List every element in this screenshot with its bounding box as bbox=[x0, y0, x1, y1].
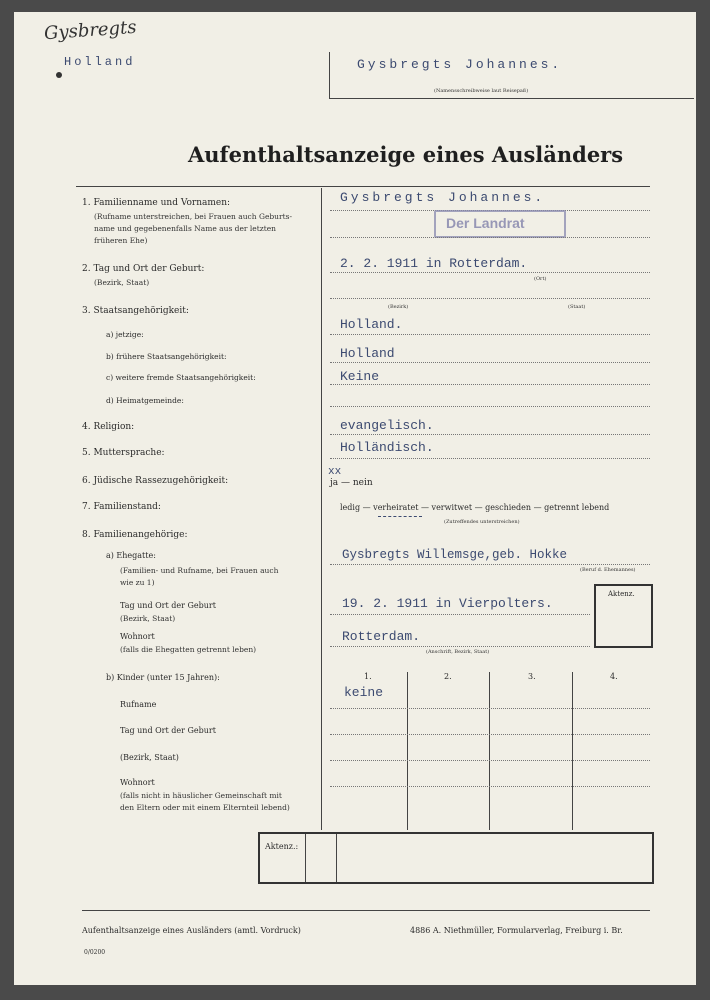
q7-options: ledig — verheiratet — verwitwet — geschieden — getrennt lebend bbox=[340, 503, 610, 512]
header-country: Holland bbox=[64, 55, 136, 69]
bottom-box-divider-1 bbox=[305, 834, 306, 882]
q2-caption-ort: (Ort) bbox=[534, 276, 547, 282]
q1-label: 1. Familienname und Vornamen: bbox=[82, 198, 231, 208]
q8a-value: Gysbregts Willemsge,geb. Hokke bbox=[342, 548, 568, 562]
handwritten-name: Gysbregts bbox=[43, 16, 138, 45]
q2-line1 bbox=[330, 272, 650, 273]
footer-rule bbox=[82, 910, 650, 911]
q5-label: 5. Muttersprache: bbox=[82, 448, 165, 458]
child-col-3: 3. bbox=[528, 672, 536, 681]
q3d-line bbox=[330, 406, 650, 407]
child-col-2: 2. bbox=[444, 672, 452, 681]
q3a-line bbox=[330, 334, 650, 335]
q2-value: 2. 2. 1911 in Rotterdam. bbox=[340, 256, 528, 271]
q3b-value: Holland bbox=[340, 346, 395, 361]
bottom-aktenz-box bbox=[258, 832, 654, 884]
q3a-label: a) jetzige: bbox=[106, 330, 144, 339]
q8a-birth-value: 19. 2. 1911 in Vierpolters. bbox=[342, 596, 553, 611]
q5-line bbox=[330, 458, 650, 459]
q2-line2 bbox=[330, 298, 650, 299]
q1-line2 bbox=[330, 237, 650, 238]
q3c-label: c) weitere fremde Staatsangehörigkeit: bbox=[106, 373, 256, 382]
q5-value: Holländisch. bbox=[340, 440, 434, 455]
q3b-label: b) frühere Staatsangehörigkeit: bbox=[106, 352, 227, 361]
header-typed-name: Gysbregts Johannes. bbox=[357, 57, 563, 72]
q8a-note2: wie zu 1) bbox=[120, 578, 155, 587]
q3d-label: d) Heimatgemeinde: bbox=[106, 396, 184, 405]
q6-xx-mark: xx bbox=[328, 466, 342, 478]
child-row-line-2 bbox=[330, 734, 650, 735]
q8a-res-note: (falls die Ehegatten getrennt leben) bbox=[120, 645, 257, 654]
q2-label: 2. Tag und Ort der Geburt: bbox=[82, 264, 205, 274]
q4-line bbox=[330, 434, 650, 435]
q8b-wohnort: Wohnort bbox=[120, 778, 155, 787]
page-title: Aufenthaltsanzeige eines Ausländers bbox=[188, 142, 624, 167]
q8b-label: b) Kinder (unter 15 Jahren): bbox=[106, 673, 220, 682]
child-row-line-3 bbox=[330, 760, 650, 761]
q8a-res-caption: (Anschrift, Bezirk, Staat) bbox=[426, 649, 490, 655]
q1-note1: (Rufname unterstreichen, bei Frauen auch Geburts- bbox=[94, 212, 292, 221]
q8b-note1: (falls nicht in häuslicher Gemeinschaft mit bbox=[120, 791, 282, 800]
header-name-caption: (Namensschreibweise laut Reisepaß) bbox=[434, 88, 529, 94]
footer-code: 0/0200 bbox=[84, 949, 106, 956]
q2-note: (Bezirk, Staat) bbox=[94, 278, 150, 287]
aktenz-box-label: Aktenz. bbox=[608, 590, 635, 598]
header-box-left bbox=[329, 52, 330, 98]
q1-note2: name und gegebenenfalls Name aus der letzten bbox=[94, 224, 276, 233]
q3b-line bbox=[330, 362, 650, 363]
q3c-line bbox=[330, 384, 650, 385]
title-rule bbox=[76, 186, 650, 187]
q3a-value: Holland. bbox=[340, 317, 403, 332]
children-value: keine bbox=[344, 685, 384, 700]
q4-label: 4. Religion: bbox=[82, 422, 135, 432]
form-sheet bbox=[14, 12, 696, 985]
header-box-bottom bbox=[329, 98, 694, 99]
child-divider-1 bbox=[407, 672, 408, 830]
q8a-note1: (Familien- und Rufname, bei Frauen auch bbox=[120, 566, 279, 575]
official-stamp bbox=[434, 210, 566, 238]
child-row-line-4 bbox=[330, 786, 650, 787]
q8b-birth: Tag und Ort der Geburt bbox=[120, 726, 216, 735]
q6-options: ja — nein bbox=[330, 478, 373, 488]
q8b-note2: den Eltern oder mit einem Elternteil lebend) bbox=[120, 803, 290, 812]
q8a-res-label: Wohnort bbox=[120, 632, 155, 641]
child-col-4: 4. bbox=[610, 672, 618, 681]
q8a-res-line bbox=[330, 646, 590, 647]
q8a-birth-note: (Bezirk, Staat) bbox=[120, 614, 176, 623]
stamp-text: Der Landrat bbox=[446, 215, 525, 231]
q4-value: evangelisch. bbox=[340, 418, 434, 433]
q3-label: 3. Staatsangehörigkeit: bbox=[82, 306, 189, 316]
q8a-birth-label: Tag und Ort der Geburt bbox=[120, 601, 216, 610]
q8b-rufname: Rufname bbox=[120, 700, 157, 709]
q8a-label: a) Ehegatte: bbox=[106, 551, 156, 560]
child-divider-2 bbox=[489, 672, 490, 830]
bottom-aktenz-label: Aktenz.: bbox=[265, 842, 299, 851]
q8a-birth-line bbox=[330, 614, 590, 615]
q8a-line bbox=[330, 564, 650, 565]
q6-label: 6. Jüdische Rassezugehörigkeit: bbox=[82, 476, 229, 486]
q7-label: 7. Familienstand: bbox=[82, 502, 161, 512]
q3c-value: Keine bbox=[340, 369, 380, 384]
bullet-dot bbox=[56, 72, 62, 78]
footer-left: Aufenthaltsanzeige eines Ausländers (amtl. Vordruck) bbox=[82, 926, 301, 935]
q7-caption: (Zutreffendes unterstreichen) bbox=[444, 519, 520, 525]
q8a-caption: (Beruf d. Ehemannes) bbox=[580, 567, 636, 573]
q8b-bezirk: (Bezirk, Staat) bbox=[120, 753, 179, 762]
bottom-box-divider-2 bbox=[336, 834, 337, 882]
child-col-1: 1. bbox=[364, 672, 372, 681]
q8a-res-value: Rotterdam. bbox=[342, 629, 421, 644]
q1-note3: früheren Ehe) bbox=[94, 236, 148, 245]
child-divider-3 bbox=[572, 672, 573, 830]
column-divider bbox=[321, 188, 322, 830]
q2-caption-staat: (Staat) bbox=[568, 304, 586, 310]
q2-caption-bezirk: (Bezirk) bbox=[388, 304, 409, 310]
aktenz-box bbox=[594, 584, 653, 648]
footer-right: 4886 A. Niethmüller, Formularverlag, Freiburg i. Br. bbox=[410, 926, 623, 935]
child-row-line-1 bbox=[330, 708, 650, 709]
q8-label: 8. Familienangehörige: bbox=[82, 530, 188, 540]
q1-value: Gysbregts Johannes. bbox=[340, 190, 546, 205]
q7-underline bbox=[378, 516, 422, 517]
